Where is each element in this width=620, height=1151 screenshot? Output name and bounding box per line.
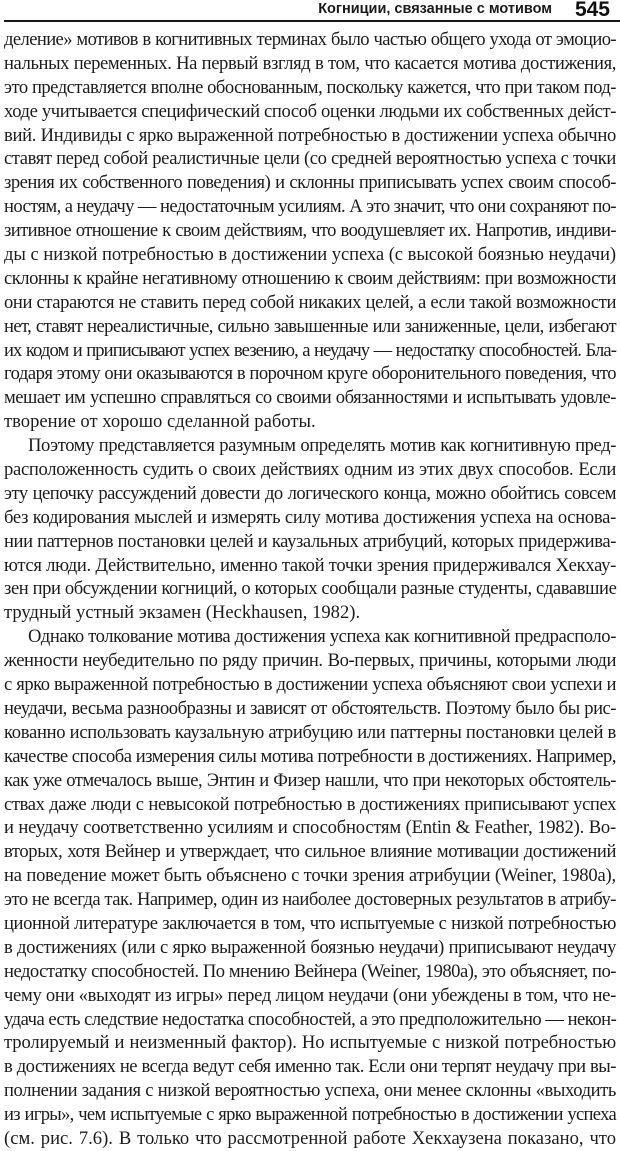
text-line: из игры», чем испытуемые с ярко выраженной потребностью в достижении успеха [4, 1104, 616, 1126]
body-text [4, 28, 616, 1151]
text-line: ставят перед собой реалистичные цели (со средней вероятностью успеха с точки [4, 148, 616, 170]
text-line: это не всегда так. Например, один из наиболее достоверных результатов в атрибу- [4, 889, 616, 911]
text-line: творение от хорошо сделанной работы. [4, 411, 316, 433]
text-line: расположенность судить о своих действиях одним из этих двух способов. Если [4, 459, 616, 481]
text-line: ствах даже люди с невысокой потребностью в достижениях приписывают успех [4, 793, 616, 815]
text-line: нет, ставят нереалистичные, сильно завышенные или заниженные, цели, избегают [4, 315, 616, 337]
text-line: годаря этому они оказываются в порочном круге оборонительного поведения, что [4, 363, 616, 385]
text-line: трудный устный экзамен (Heckhausen, 1982). [4, 602, 361, 624]
text-line: это представляется вполне обоснованным, поскольку кажется, что при таком под- [4, 76, 616, 98]
text-line: чему они «выходят из игры» перед лицом неудачи (они убеждены в том, что не- [4, 984, 616, 1006]
text-line: кованно использовать каузальную атрибуцию или паттерны постановки целей в [4, 721, 616, 743]
text-line: (см. рис. 7.6). В только что рассмотренной работе Хекхаузена показано, что [4, 1127, 616, 1149]
running-head: Когниции, связанные с мотивом [318, 1, 552, 17]
text-line: как уже отмечалось выше, Энтин и Физер нашли, что при некоторых обстоятель- [4, 769, 616, 791]
text-line: в достижениях не всегда ведут себя именно так. Если они терпят неудачу при вы- [4, 1056, 616, 1078]
text-line: эту цепочку рассуждений довести до логического конца, можно обойтись совсем [4, 482, 616, 504]
text-line: зен при обсуждении когниций, о которых сообщали разные студенты, сдававшие [4, 578, 617, 600]
text-line: женности неубедительно по ряду причин. Во-первых, причины, которыми люди [4, 650, 616, 672]
paragraph-3 [4, 625, 616, 1151]
text-line: ходе учитывается специфический способ оценки людьми их собственных дейст- [4, 100, 616, 122]
text-line: вий. Индивиды с ярко выраженной потребностью в достижении успеха обычно [4, 124, 616, 146]
text-line: деление» мотивов в когнитивных терминах было частью общего ухода от эмоцио- [4, 29, 616, 50]
page-header [4, 0, 620, 22]
text-line: ностям, а неудачу — недостаточным усилиям. А это значит, что они сохраняют по- [4, 196, 616, 218]
text-line: они стараются не ставить перед собой никаких целей, а если такой возможности [4, 291, 616, 313]
text-line: Поэтому представляется разумным определять мотив как когнитивную пред- [28, 435, 616, 457]
text-line: тролируемый и неизменный фактор). Но испытуемые с низкой потребностью [4, 1032, 616, 1054]
header-rule [4, 20, 620, 22]
text-line: и неудачу соответственно усилиям и способностям (Entin & Feather, 1982). Во- [4, 817, 616, 839]
text-line: на поведение может быть объяснено с точки зрения атрибуции (Weiner, 1980a), [4, 865, 616, 887]
text-line: удача есть следствие недостатка способностей, а это предположительно — некон- [4, 1008, 617, 1030]
paragraph-1 [4, 28, 616, 434]
text-line: зрения их собственного поведения) и склонны приписывать успех своим способ- [4, 172, 616, 194]
text-line: склонны к крайне негативному отношению к своим действиям: при возможности [4, 267, 616, 289]
text-line: Однако толкование мотива достижения успеха как когнитивной предрасполо- [28, 626, 616, 648]
text-line: их кодом и приписывают успех везению, а неудачу — недостатку способностей. Бла- [4, 339, 616, 361]
text-line: без кодирования мыслей и измерять силу мотива достижения успеха на основа- [4, 506, 616, 528]
text-line: мешает им успешно справляться со своими обязанностями и испытывать удовле- [4, 387, 616, 409]
text-line: ды с низкой потребностью в достижении успеха (с высокой боязнью неудачи) [4, 244, 616, 266]
text-line: с ярко выраженной потребностью в достижении успеха объясняют свои успехи и [4, 674, 616, 696]
text-line: недостатку способностей. По мнению Вейнера (Weiner, 1980a), это объясняет, по- [4, 960, 616, 982]
text-line: нальных переменных. На первый взгляд в том, что касается мотива достижения, [4, 52, 616, 74]
paragraph-2 [4, 434, 616, 625]
page-number: 545 [574, 0, 610, 21]
text-line: нии паттернов постановки целей и каузальных атрибуций, которых придержива- [4, 530, 616, 552]
text-line: неудачи, весьма разнообразны и зависят от обстоятельств. Поэтому было бы рис- [4, 697, 616, 719]
text-line: вторых, хотя Вейнер и утверждает, что сильное влияние мотивации достижений [4, 841, 616, 863]
text-line: полнении задания с низкой вероятностью успеха, они менее склонны «выходить [4, 1080, 616, 1102]
text-line: ются люди. Действительно, именно такой точки зрения придерживался Хекхау- [4, 554, 616, 576]
text-line: в достижениях (или с ярко выраженной боязнью неудачи) приписывают неудачу [4, 936, 616, 958]
text-line: ционной литературе заключается в том, что испытуемые с низкой потребностью [4, 912, 616, 934]
text-line: зитивное отношение к своим действиям, что воодушевляет их. Напротив, индиви- [4, 220, 616, 242]
text-line: качестве способа измерения силы мотива потребности в достижениях. Например, [4, 745, 616, 767]
